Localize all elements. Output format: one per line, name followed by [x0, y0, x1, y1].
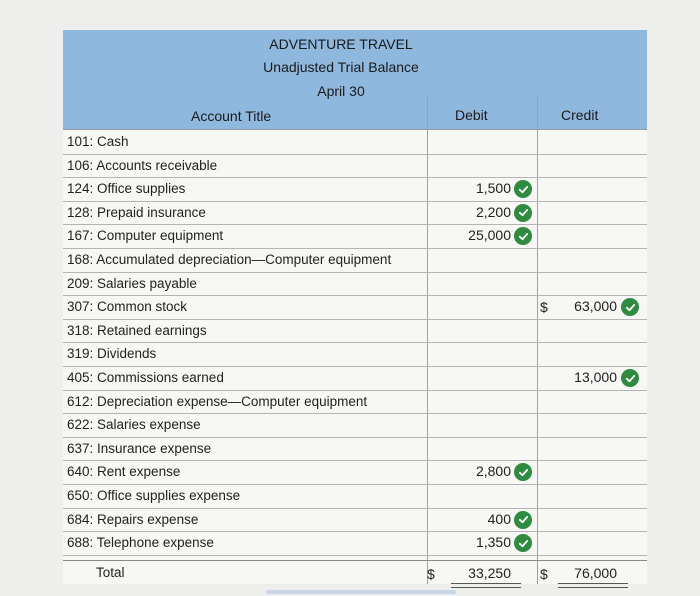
account-title-cell[interactable]: 650: Office supplies expense — [67, 488, 241, 503]
report-title: Unadjusted Trial Balance — [263, 59, 419, 75]
debit-input[interactable] — [443, 369, 511, 385]
debit-input[interactable] — [443, 534, 511, 550]
total-debit-dollar: $ — [427, 566, 435, 582]
credit-input[interactable] — [555, 463, 617, 479]
account-title-header: Account Title — [191, 108, 272, 124]
checkmark-icon — [514, 463, 532, 481]
credit-input[interactable] — [555, 511, 617, 527]
total-credit-input[interactable] — [563, 565, 617, 581]
account-title-cell[interactable]: 209: Salaries payable — [67, 275, 197, 291]
debit-input[interactable] — [443, 440, 511, 456]
debit-input[interactable] — [443, 204, 511, 220]
debit-input[interactable] — [443, 463, 511, 479]
account-title-cell[interactable]: 307: Common stock — [67, 299, 188, 315]
credit-input[interactable] — [555, 393, 617, 409]
account-title-cell[interactable]: 168: Accumulated depreciation—Computer equipment — [67, 252, 392, 267]
account-title-cell[interactable]: 640: Rent expense — [67, 464, 181, 480]
total-debit-input[interactable] — [453, 565, 511, 581]
account-title-cell[interactable]: 128: Prepaid insurance — [67, 204, 206, 220]
debit-header: Debit — [455, 107, 488, 123]
debit-input[interactable] — [443, 251, 511, 267]
checkmark-icon — [514, 534, 532, 552]
debit-input[interactable] — [443, 298, 511, 314]
debit-input[interactable] — [443, 157, 511, 173]
trial-balance-worksheet — [63, 30, 647, 584]
checkmark-icon — [514, 227, 532, 245]
total-label: Total — [96, 565, 125, 580]
debit-input[interactable] — [443, 227, 511, 243]
credit-input[interactable] — [555, 133, 617, 149]
total-credit-dollar: $ — [540, 566, 548, 582]
debit-input[interactable] — [443, 487, 511, 503]
account-title-cell[interactable]: 319: Dividends — [67, 346, 157, 362]
credit-input[interactable] — [555, 534, 617, 550]
credit-dollar-sign: $ — [540, 299, 548, 316]
account-title-cell[interactable]: 622: Salaries expense — [67, 417, 201, 433]
account-title-cell[interactable]: 101: Cash — [67, 134, 129, 149]
table-header — [63, 30, 647, 129]
account-title-cell[interactable]: 124: Office supplies — [67, 181, 186, 197]
account-title-cell[interactable]: 612: Depreciation expense—Computer equipment — [67, 393, 368, 409]
account-title-cell[interactable]: 684: Repairs expense — [67, 511, 199, 527]
checkmark-icon — [621, 369, 639, 387]
account-title-cell[interactable]: 106: Accounts receivable — [67, 157, 218, 173]
credit-input[interactable] — [555, 416, 617, 432]
credit-input[interactable] — [555, 204, 617, 220]
debit-input[interactable] — [443, 393, 511, 409]
debit-input[interactable] — [443, 511, 511, 527]
report-date: April 30 — [317, 83, 365, 99]
account-title-cell[interactable]: 167: Computer equipment — [67, 228, 224, 244]
credit-input[interactable] — [555, 180, 617, 196]
credit-input[interactable] — [555, 251, 617, 267]
account-title-cell[interactable]: 318: Retained earnings — [67, 322, 207, 338]
checkmark-icon — [514, 180, 532, 198]
total-row — [63, 560, 647, 585]
debit-input[interactable] — [443, 345, 511, 361]
checkmark-icon — [514, 511, 532, 529]
credit-input[interactable] — [555, 440, 617, 456]
checkmark-icon — [514, 204, 532, 222]
account-title-cell[interactable]: 405: Commissions earned — [67, 370, 224, 385]
credit-input[interactable] — [555, 298, 617, 314]
credit-input[interactable] — [555, 487, 617, 503]
credit-input[interactable] — [555, 322, 617, 338]
credit-header: Credit — [561, 107, 599, 123]
checkmark-icon — [621, 298, 639, 316]
account-title-cell[interactable]: 688: Telephone expense — [67, 535, 214, 551]
debit-input[interactable] — [443, 180, 511, 196]
debit-input[interactable] — [443, 275, 511, 291]
credit-input[interactable] — [555, 275, 617, 291]
credit-input[interactable] — [555, 157, 617, 173]
debit-input[interactable] — [443, 416, 511, 432]
account-title-cell[interactable]: 637: Insurance expense — [67, 440, 212, 456]
credit-input[interactable] — [555, 369, 617, 385]
credit-input[interactable] — [555, 345, 617, 361]
debit-input[interactable] — [443, 133, 511, 149]
scroll-indicator — [266, 590, 456, 594]
credit-input[interactable] — [555, 227, 617, 243]
debit-input[interactable] — [443, 322, 511, 338]
company-name: ADVENTURE TRAVEL — [269, 36, 413, 52]
